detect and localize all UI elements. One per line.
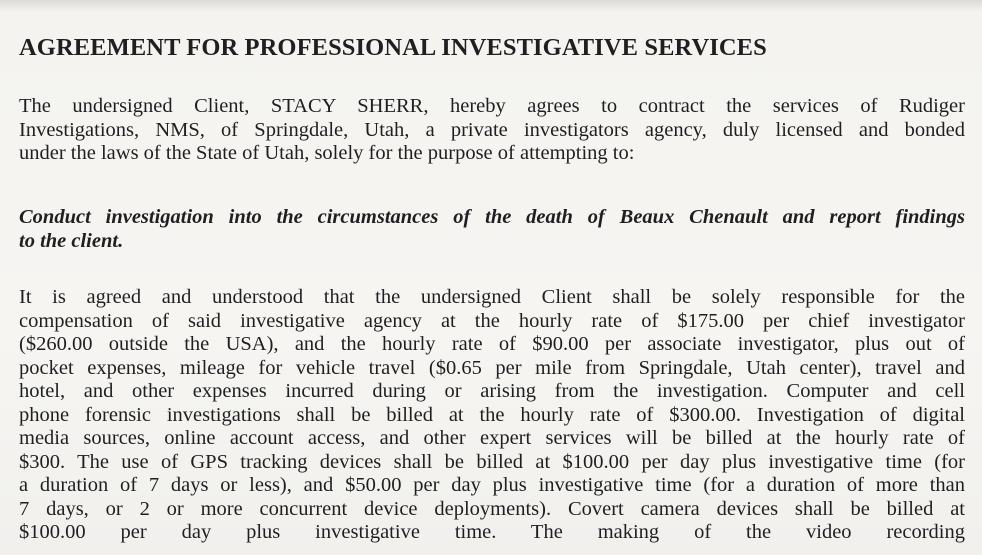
text-line: to the client. <box>19 230 124 252</box>
document-title: AGREEMENT FOR PROFESSIONAL INVESTIGATIVE SERVICES <box>19 34 767 61</box>
text-line: $100.00 per day plus investigative time. The making of the video recording <box>19 521 965 543</box>
text-line: media sources, online account access, and other expert services will be billed at the hourly rate of <box>19 427 965 449</box>
text-line: Investigations, NMS, of Springdale, Utah, a private investigators agency, duly licensed and bonded <box>19 118 965 141</box>
text-line: under the laws of the State of Utah, solely for the purpose of attempting to: <box>19 142 635 164</box>
text-line: $300. The use of GPS tracking devices shall be billed at $100.00 per day plus investigative time (for <box>19 450 965 473</box>
text-line: 7 days, or 2 or more concurrent device deployments). Covert camera devices shall be billed at <box>19 497 965 520</box>
text-line: ($260.00 outside the USA), and the hourly rate of $90.00 per associate investigator, plus out of <box>19 333 965 355</box>
client-agreement-paragraph <box>19 95 965 166</box>
investigation-purpose <box>19 205 965 253</box>
text-line: compensation of said investigative agency at the hourly rate of $175.00 per chief investigator <box>19 309 965 332</box>
text-line: hotel, and other expenses incurred during or arising from the investigation. Computer and cell <box>19 380 965 402</box>
text-line: a duration of 7 days or less), and $50.00 per day plus investigative time (for a duration of more than <box>19 474 965 496</box>
text-line: It is agreed and understood that the undersigned Client shall be solely responsible for the <box>19 286 965 308</box>
text-line: pocket expenses, mileage for vehicle travel ($0.65 per mile from Springdale, Utah center), travel and <box>19 356 965 379</box>
compensation-paragraph <box>19 286 965 545</box>
text-line: The undersigned Client, STACY SHERR, hereby agrees to contract the services of Rudiger <box>19 95 965 117</box>
text-line: phone forensic investigations shall be billed at the hourly rate of $300.00. Investigation of digital <box>19 403 965 426</box>
text-line: Conduct investigation into the circumstances of the death of Beaux Chenault and report findings <box>19 206 965 228</box>
